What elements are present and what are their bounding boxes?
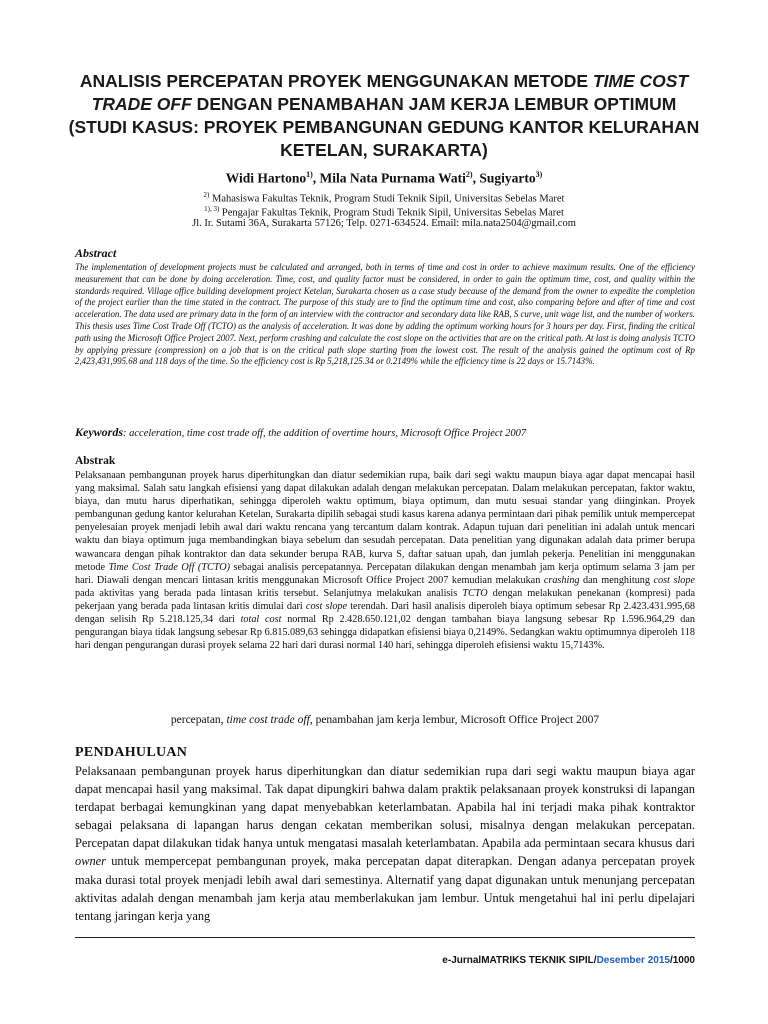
author-list: Widi Hartono$^{1)}$, Mila Nata Purnama Wati$^{2)}$, Sugiyarto$^{3)}$ (225, 170, 543, 186)
intro-text-1: Pelaksanaan pembangunan proyek harus diperhitungkan dan diatur sedemikian rupa dari segi waktu maupun biaya agar dapat mencapai hasil yang maksimal. Tak dapat dipungkiri bahwa dalam praktik pelaksanaan proyek konstruksi di lapangan terdapat berbagai kemungkinan yang dapat menyebabkan keterlambatan. Apabila hal ini terjadi maka pihak kontraktor sebagai pelaksana di lapangan harus dengan cekatan memberikan solusi, misalnya dengan melakukan percepatan. Percepatan dapat dilakukan tidak hanya untuk mengatasi masalah keterlambatan. Apabila ada permintaan secara khusus dari (75, 764, 695, 851)
keywords (75, 425, 695, 440)
abstrak-italic-2: crashing (543, 574, 580, 586)
abstrak-text-6: terendah. Dari hasil analisis diperoleh biaya optimum sebesar Rp 2.423.431.995,68 dengan selisih Rp 5.218.125,34 dari (75, 600, 695, 626)
footer-separator: / (669, 955, 673, 966)
abstrak-heading: Abstrak (75, 455, 116, 467)
abstrak-italic-1: Time Cost Trade Off (TCTO) (108, 561, 231, 573)
title-line4: KETELAN, SURAKARTA) (280, 140, 488, 160)
abstract-heading: Abstract (75, 246, 117, 260)
section-heading-pendahuluan: PENDAHULUAN (75, 745, 188, 760)
affiliation-1-text: Mahasiswa Fakultas Teknik, Program Studi Teknik Sipil, Universitas Sebelas Maret (211, 193, 565, 205)
intro-text-2: untuk mempercepat pembangunan proyek, maka percepatan dapat diterapkan. Dengan adanya percepatan proyek maka durasi total proyek menjadi lebih awal dari semestinya. Alternatif yang dapat digunakan untuk menunjang percepatan aktivitas adalah dengan menambah jam kerja atau memberlakukan jam lembur. Untuk mengetahui hal ini perlu dipelajari tentang jaringan kerja yang (75, 854, 695, 923)
title-line1-a: ANALISIS PERCEPATAN PROYEK MENGGUNAKAN METODE (79, 71, 593, 91)
footer-date: Desember 2015 (596, 955, 670, 966)
author-2: Mila Nata Purnama Wati (319, 170, 466, 186)
page-footer (442, 955, 695, 966)
kata-kunci-c: , penambahan jam kerja lembur, Microsoft Office Project 2007 (309, 714, 600, 726)
abstrak-italic-5: cost slope (305, 600, 348, 612)
abstrak-body (75, 469, 695, 652)
abstrak-italic-4: TCTO (462, 587, 488, 599)
abstrak-italic-3: cost slope (653, 574, 695, 586)
abstrak-text-5: dengan melakukan penekanan (kompresi) pada pekerjaan yang berada pada lintasan kritis dimulai dari (75, 587, 695, 612)
author-1-sup: 1) (306, 170, 313, 179)
kata-kunci (75, 714, 695, 726)
intro-paragraph (75, 762, 695, 925)
title-line3: (STUDI KASUS: PROYEK PEMBANGUNAN GEDUNG KANTOR KELURAHAN (68, 117, 700, 137)
abstrak-text-4: pada aktivitas yang berada pada lintasan kritis tersebut. Selanjutnya melakukan analisis (75, 587, 463, 599)
affiliation-1-sup: 2) (203, 191, 210, 199)
kata-kunci-a: percepatan, (170, 714, 227, 726)
kata-kunci-b: time cost trade off (226, 714, 310, 726)
footer-journal: e-JurnalMATRIKS TEKNIK SIPIL/ (442, 955, 597, 966)
title-line2-b: DENGAN PENAMBAHAN JAM KERJA LEMBUR OPTIMUM (191, 94, 677, 114)
footer-page-number: 1000 (672, 955, 695, 966)
author-2-sup: 2) (465, 170, 473, 179)
abstrak-text-3: dan menghitung (579, 574, 654, 586)
author-1: Widi Hartono (225, 170, 307, 186)
abstrak-text-1: Pelaksanaan pembangunan proyek harus diperhitungkan dan diatur sedemikian rupa, baik dari segi waktu maupun biaya agar dapat mencapai hasil yang maksimal. Salah satu langkah efisiensi yang dapat dilakukan adalah dengan melakukan percepatan. Dalam melakukan percepatan, faktor waktu, biaya, dan mutu harus diperhatikan, sehingga diperoleh waktu optimum, biaya optimum, dan mutu sesuai standar yang diinginkan. Proyek pembangunan gedung kantor kelurahan Ketelan, Surakarta dipilih sebagai studi kasus karena adanya permintaan dari pihak pemilik untuk mempercepat penyelesaian proyek menjadi lebih awal dari waktu rencana yang tercantum dalam kontrak. Adapun tujuan dari penelitian ini adalah untuk mencari waktu dan biaya optimum juga membandingkan biaya sebelum dan sesudah percepatan. Data penelitian yang digunakan adalah data primer berupa wawancara dengan pihak kontraktor dan data sekunder berupa RAB, kurva S, daftar satuan upah, dan jumlah pekerja. Penelitian ini menggunakan metode (75, 470, 695, 573)
author-3-sup: 3) (535, 170, 543, 179)
abstrak-text-2: sebagai analisis percepatannya. Percepatan dilakukan dengan menambah jam kerja optimum selama 3 jam per hari. Diawali dengan mencari lintasan kritis menggunakan Microsoft Office Project 2007 kemudian melakukan (75, 561, 695, 586)
affiliation-2-sup: 1), 3) (204, 205, 220, 213)
footer-divider (75, 937, 695, 938)
intro-italic-1: owner (75, 854, 106, 869)
affiliation-2-text: Pengajar Fakultas Teknik, Program Studi Teknik Sipil, Universitas Sebelas Maret (221, 207, 564, 219)
affiliation-address: Jl. Ir. Sutami 36A, Surakarta 57126; Telp. 0271-634524. Email: mila.nata2504@gmail.com (192, 218, 576, 229)
keywords-label: Keywords (75, 425, 123, 439)
keywords-text: : acceleration, time cost trade off, the addition of overtime hours, Microsoft Office Project 2007 (123, 428, 527, 439)
title-line2-a: TRADE OFF (91, 94, 192, 114)
abstrak-italic-6: total cost (240, 614, 282, 626)
paper-title (60, 70, 708, 162)
author-3: Sugiyarto (479, 170, 536, 186)
title-line1-b: TIME COST (592, 71, 689, 91)
abstract-body: The implementation of development projects must be calculated and arranged, both in terms of time and cost in order to achieve maximum results. One of the efficiency measurement that can be done by doing acceleration. Time, cost, and quality factor must be considered, in order to gain the optimum time, cost, and quality within the standards required. Village office building development project Ketelan, Surakarta chosen as a case study because of the demand from the owner to expedite the completion of the project earlier than the time stated in the contract. The purpose of this study are to find the optimum time and cost, also comparing before and after of time and cost acceleration. The data used are primary data in the form of an interview with the contractor and secondary data like RAB, S curve, unit wage list, and the number of workers. This thesis uses Time Cost Trade Off (TCTO) as the analysis of acceleration. It was done by adding the optimum working hours for 3 hours per day. First, finding the critical path using the Microsoft Office Project 2007. Next, perform crashing and calculate the cost slope on the activities that are on the critical path. At last is doing analysis TCTO by applying pressure (compression) on a job that is on the critical path slope starting from the lowest cost. The result of the analysis gained the optimum cost of Rp 2,423,431,995.68 and 118 days of the time. So the efficiency cost is Rp 5,218,125.34 or 0.2149% while the efficiency time is 22 days or 15.7143%. (75, 262, 695, 367)
abstrak-text-7: normal Rp 2.428.650.121,02 dengan tambahan biaya langsung sebesar Rp 1.596.964,29 dan pengurangan biaya tidak langsung sebesar Rp 6.815.089,63 sehingga didapatkan efisiensi biaya 0,2149%. Sedangkan waktu optimumnya diperoleh 118 hari dengan pengurangan durasi proyek selama 22 hari dari durasi normal 140 hari, sehingga diperoleh efisiensi waktu 15,7143%. (75, 614, 695, 652)
